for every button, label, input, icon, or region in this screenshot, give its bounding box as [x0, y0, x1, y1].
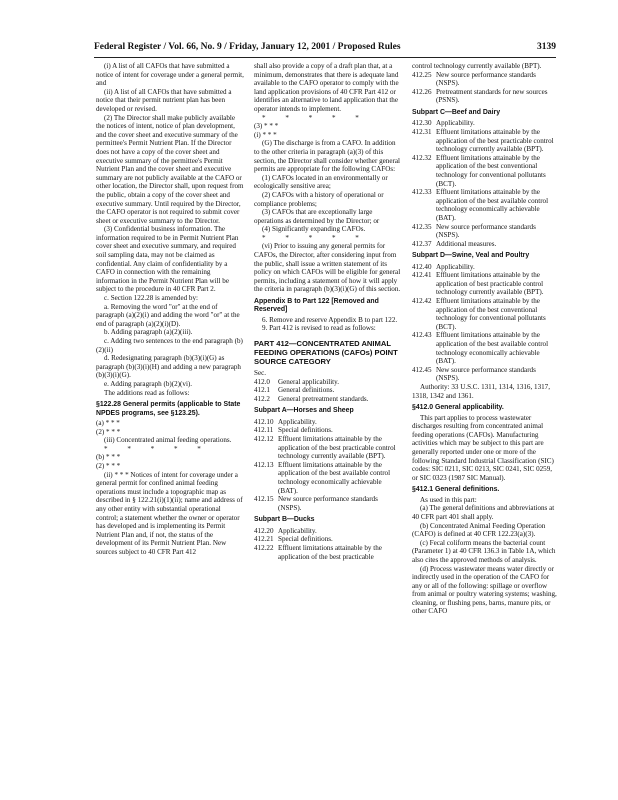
toc-entry [254, 435, 402, 461]
paragraph: The additions read as follows: [104, 388, 190, 397]
toc-section-number: 412.45 [412, 365, 432, 374]
toc-section-number: 412.42 [412, 297, 432, 306]
toc-entry [412, 240, 558, 249]
subpart-heading: Subpart D—Swine, Veal and Poultry [412, 252, 530, 260]
paragraph: (vi) Prior to issuing any general permits for CAFOs, the Director, after considering input from the public, shall issue a written statement of its policy on which CAFOs will be eligible for general permits, including a statement of how it will apply the criteria in paragraph (b)(3)(i)(G) of this section. [254, 242, 401, 294]
toc-section-title: Effluent limitations attainable by the application of the best available control technology economically achievable (BAT). [436, 188, 549, 222]
omission-stars: * * * * * [104, 444, 210, 453]
page-number: 3139 [537, 42, 556, 52]
toc-section-title: Effluent limitations attainable by the application of the best practicable control technology currently available (BPT). [436, 127, 554, 154]
paragraph: (ii) A list of all CAFOs that have submitted a notice that their permit nutrient plan has been developed or revised. [96, 87, 232, 113]
toc-section-number: 412.1 [254, 386, 270, 395]
toc-section-number: 412.20 [254, 526, 274, 535]
paragraph: Authority: 33 U.S.C. 1311, 1314, 1316, 1317, 1318, 1342 and 1361. [412, 383, 550, 400]
toc-entry [412, 119, 558, 128]
toc-entry [254, 395, 402, 404]
paragraph: (a) The general definitions and abbreviations at 40 CFR part 401 shall apply. [412, 504, 555, 521]
toc-section-number: 412.41 [412, 271, 432, 280]
paragraph: (2) * * * [96, 461, 121, 470]
paragraph: (2) CAFOs with a history of operational or compliance problems; [254, 190, 384, 208]
text-column-middle [254, 62, 402, 782]
toc-section-number: 412.43 [412, 331, 432, 340]
paragraph: (iii) Concentrated animal feeding operations. [104, 436, 232, 445]
toc-section-title: Additional measures. [436, 239, 497, 248]
toc-section-number: 412.13 [254, 460, 274, 469]
toc-entry [412, 271, 558, 297]
paragraph: 9. Part 412 is revised to read as follows: [262, 324, 376, 333]
toc-section-number: 412.33 [412, 188, 432, 197]
section-heading: §412.0 General applicability. [412, 404, 504, 412]
toc-section-title: Pretreatment standards for new sources (PSNS). [436, 87, 548, 105]
paragraph: (d) Process wastewater means water directly or indirectly used in the operation of the CAFO for any or all of the following: spillage or overflow from animal or poultry watering systems; washing, cleaning, or flushing pens, barns, manure pits, or other CAFO [412, 564, 557, 616]
toc-section-title: Effluent limitations attainable by the application of the best available control technology economically achievable (BAT). [436, 331, 549, 366]
toc-section-title: New source performance standards (NSPS). [436, 222, 536, 240]
toc-entry [412, 88, 558, 105]
toc-section-title: Special definitions. [278, 535, 333, 544]
toc-section-number: 412.12 [254, 435, 274, 443]
toc-section-title: New source performance standards (NSPS). [278, 495, 378, 512]
paragraph: (a) * * * [96, 418, 120, 427]
toc-section-title: Effluent limitations attainable by the application of the best practicable control technology currently available (BPT). [278, 435, 396, 461]
text-column-right [412, 62, 558, 782]
toc-section-number: 412.26 [412, 87, 432, 96]
toc-entry [412, 223, 558, 240]
paragraph: (3) CAFOs that are exceptionally large operations as determined by the Director; or [254, 208, 380, 225]
paragraph: b. Adding paragraph (a)(2)(iii). [104, 328, 193, 337]
toc-section-title: Effluent limitations attainable by the application of best practicable control technology currently available (BPT). [436, 271, 544, 297]
toc-entry [254, 495, 402, 512]
toc-section-title: New source performance standards (NSPS). [436, 70, 536, 88]
toc-section-title: General pretreatment standards. [278, 394, 369, 403]
paragraph: 6. Remove and reserve Appendix B to part 122. [262, 315, 398, 324]
toc-section-number: 412.25 [412, 70, 432, 79]
toc-section-number: 412.10 [254, 417, 274, 426]
paragraph: (4) Significantly expanding CAFOs. [262, 225, 366, 234]
toc-entry [254, 378, 402, 387]
paragraph: Sec. [254, 369, 267, 378]
paragraph: (b) Concentrated Animal Feeding Operation (CAFO) is defined at 40 CFR 122.23(a)(3). [412, 521, 546, 539]
toc-section-number: 412.2 [254, 394, 270, 403]
toc-entry [254, 544, 402, 561]
paragraph: shall also provide a copy of a draft plan that, at a minimum, demonstrates that there is adequate land available to the CAFO operator to comply with the land application provisions of 40 CFR Part 412 or identifies an alternative to land application that the operator intends to implement. [254, 62, 399, 113]
toc-section-number: 412.0 [254, 377, 270, 386]
toc-entry [412, 188, 558, 222]
paragraph: e. Adding paragraph (b)(2)(vi). [104, 379, 193, 388]
paragraph: (c) Fecal coliform means the bacterial count (Parameter 1) at 40 CFR 136.3 in Table 1A, which also cites the approved methods of analysis. [412, 538, 556, 564]
paragraph: control technology currently available (BPT). [412, 62, 542, 70]
toc-entry [412, 366, 558, 383]
toc-section-number: 412.35 [412, 222, 432, 231]
section-heading: Appendix B to Part 122 [Removed and Reserved] [254, 298, 379, 314]
toc-entry [412, 331, 558, 365]
header-rule [94, 57, 556, 58]
paragraph: As used in this part: [420, 495, 477, 504]
toc-section-title: Effluent limitations attainable by the application of the best conventional technology for conventional pollutants (BCT). [436, 297, 546, 331]
toc-entry [254, 418, 402, 427]
toc-entry [254, 527, 402, 536]
paragraph: c. Section 122.28 is amended by: [104, 294, 198, 303]
toc-entry [412, 297, 558, 331]
toc-section-title: Effluent limitations attainable by the application of the best available control technology economically achievable (BAT). [278, 460, 391, 495]
omission-stars: * * * * * [262, 233, 368, 242]
toc-section-title: Applicability. [436, 262, 475, 271]
toc-entry [412, 154, 558, 188]
paragraph: (b) * * * [96, 453, 121, 462]
toc-section-title: New source performance standards (NSPS). [436, 365, 536, 383]
toc-section-number: 412.32 [412, 153, 432, 162]
toc-section-number: 412.21 [254, 535, 274, 544]
toc-section-title: General definitions. [278, 386, 335, 395]
text-column-left [96, 62, 244, 782]
running-header [94, 42, 556, 56]
toc-section-number: 412.11 [254, 426, 274, 435]
toc-section-title: Effluent limitations attainable by the application of the best conventional technology for conventional pollutants (BCT). [436, 153, 546, 188]
toc-section-title: Special definitions. [278, 426, 333, 435]
subpart-heading: Subpart A—Horses and Sheep [254, 407, 354, 415]
toc-section-number: 412.31 [412, 127, 432, 136]
toc-section-title: Applicability. [278, 417, 317, 426]
paragraph: (1) CAFOs located in an environmentally or ecologically sensitive area; [254, 173, 388, 191]
paragraph: a. Removing the word "or" at the end of paragraph (a)(2)(i) and adding the word "or" at the end of paragraph (a)(2)(i)(D). [96, 302, 240, 328]
section-heading: §412.1 General definitions. [412, 486, 500, 494]
toc-entry [412, 263, 558, 272]
paragraph: (3) * * * [254, 122, 279, 131]
toc-section-number: 412.40 [412, 262, 432, 271]
part-heading: PART 412—CONCENTRATED ANIMAL FEEDING OPERATIONS (CAFOs) POINT SOURCE CATEGORY [254, 339, 398, 367]
toc-entry [412, 128, 558, 154]
paragraph: (G) The discharge is from a CAFO. In addition to the other criteria in paragraph (a)(3) of this section, the Director shall consider whether general permits are appropriate for the following CAFOs: [254, 139, 400, 174]
register-citation: Federal Register / Vol. 66, No. 9 / Friday, January 12, 2001 / Proposed Rules [94, 42, 401, 52]
toc-section-number: 412.22 [254, 543, 274, 552]
toc-entry [254, 535, 402, 544]
toc-section-number: 412.15 [254, 495, 274, 504]
paragraph: c. Adding two sentences to the end paragraph (b)(2)(ii) [96, 337, 243, 354]
paragraph: (i) A list of all CAFOs that have submitted a notice of intent for coverage under a general permit, and [96, 62, 244, 88]
toc-entry [254, 426, 402, 435]
paragraph: (i) * * * [254, 130, 277, 139]
toc-section-title: Applicability. [278, 526, 317, 535]
paragraph: (2) The Director shall make publicly available the notices of intent, notice of plan development, and the cover sheet and executive summary of the permittee's Permit Nutrient Plan. If the Director does not have a copy of the cover sheet and executive summary of the permittee's Permit Nutrient Plan and the cover sheet and executive summary are not publicly available at the CAFO or other location, the Director shall, upon request from the public, obtain a copy of the cover sheet and executive summary. Until required by the Director, the CAFO operator is not required to submit cover sheet or executive summary to the Director. [96, 113, 244, 225]
paragraph: (2) * * * [96, 427, 121, 436]
toc-section-number: 412.30 [412, 119, 432, 128]
paragraph: (3) Confidential business information. The information required to be in Permit Nutrient Plan cover sheet and executive summary, and required soil sampling data, may not be claimed as confidential. Any claim of confidentiality by a CAFO in connection with the remaining information in the Permit Nutrient Plan will be subject to the procedure in 40 CFR Part 2. [96, 225, 239, 294]
toc-section-title: Applicability. [436, 119, 475, 128]
toc-entry [254, 461, 402, 495]
toc-entry [412, 71, 558, 88]
section-heading: §122.28 General permits (applicable to State NPDES programs, see §123.25). [96, 401, 241, 417]
subpart-heading: Subpart C—Beef and Dairy [412, 108, 501, 116]
paragraph: (ii) * * * Notices of intent for coverage under a general permit for confined animal feeding operations must include a topographic map as described in § 122.21(i)(1)(ii); name and address of any other entity with substantial operational control; a statement whether the owner or operator has developed and is implementing its Permit Nutrient Plan and, if not, the status of the development of its Permit Nutrient Plan. New sources subject to 40 CFR Part 412 [96, 470, 243, 556]
omission-stars: * * * * * [262, 113, 368, 122]
toc-entry [254, 386, 402, 395]
paragraph: This part applies to process wastewater discharges resulting from concentrated animal feeding operations (CAFOs). Manufacturing activities which may be subject to this part are generally reported under one or more of the following Standard Industrial Classification (SIC) codes: SIC 0211, SIC 0213, SIC 0241, SIC 0259, or SIC 0323 (1987 SIC Manual). [412, 413, 554, 482]
paragraph: d. Redesignating paragraph (b)(3)(i)(G) as paragraph (b)(3)(i)(H) and adding a new paragraph (b)(3)(i)(G). [96, 354, 241, 380]
toc-section-title: Effluent limitations attainable by the application of the best practicable [278, 543, 382, 561]
toc-section-title: General applicability. [278, 377, 339, 386]
subpart-heading: Subpart B—Ducks [254, 516, 315, 524]
toc-section-number: 412.37 [412, 239, 432, 248]
